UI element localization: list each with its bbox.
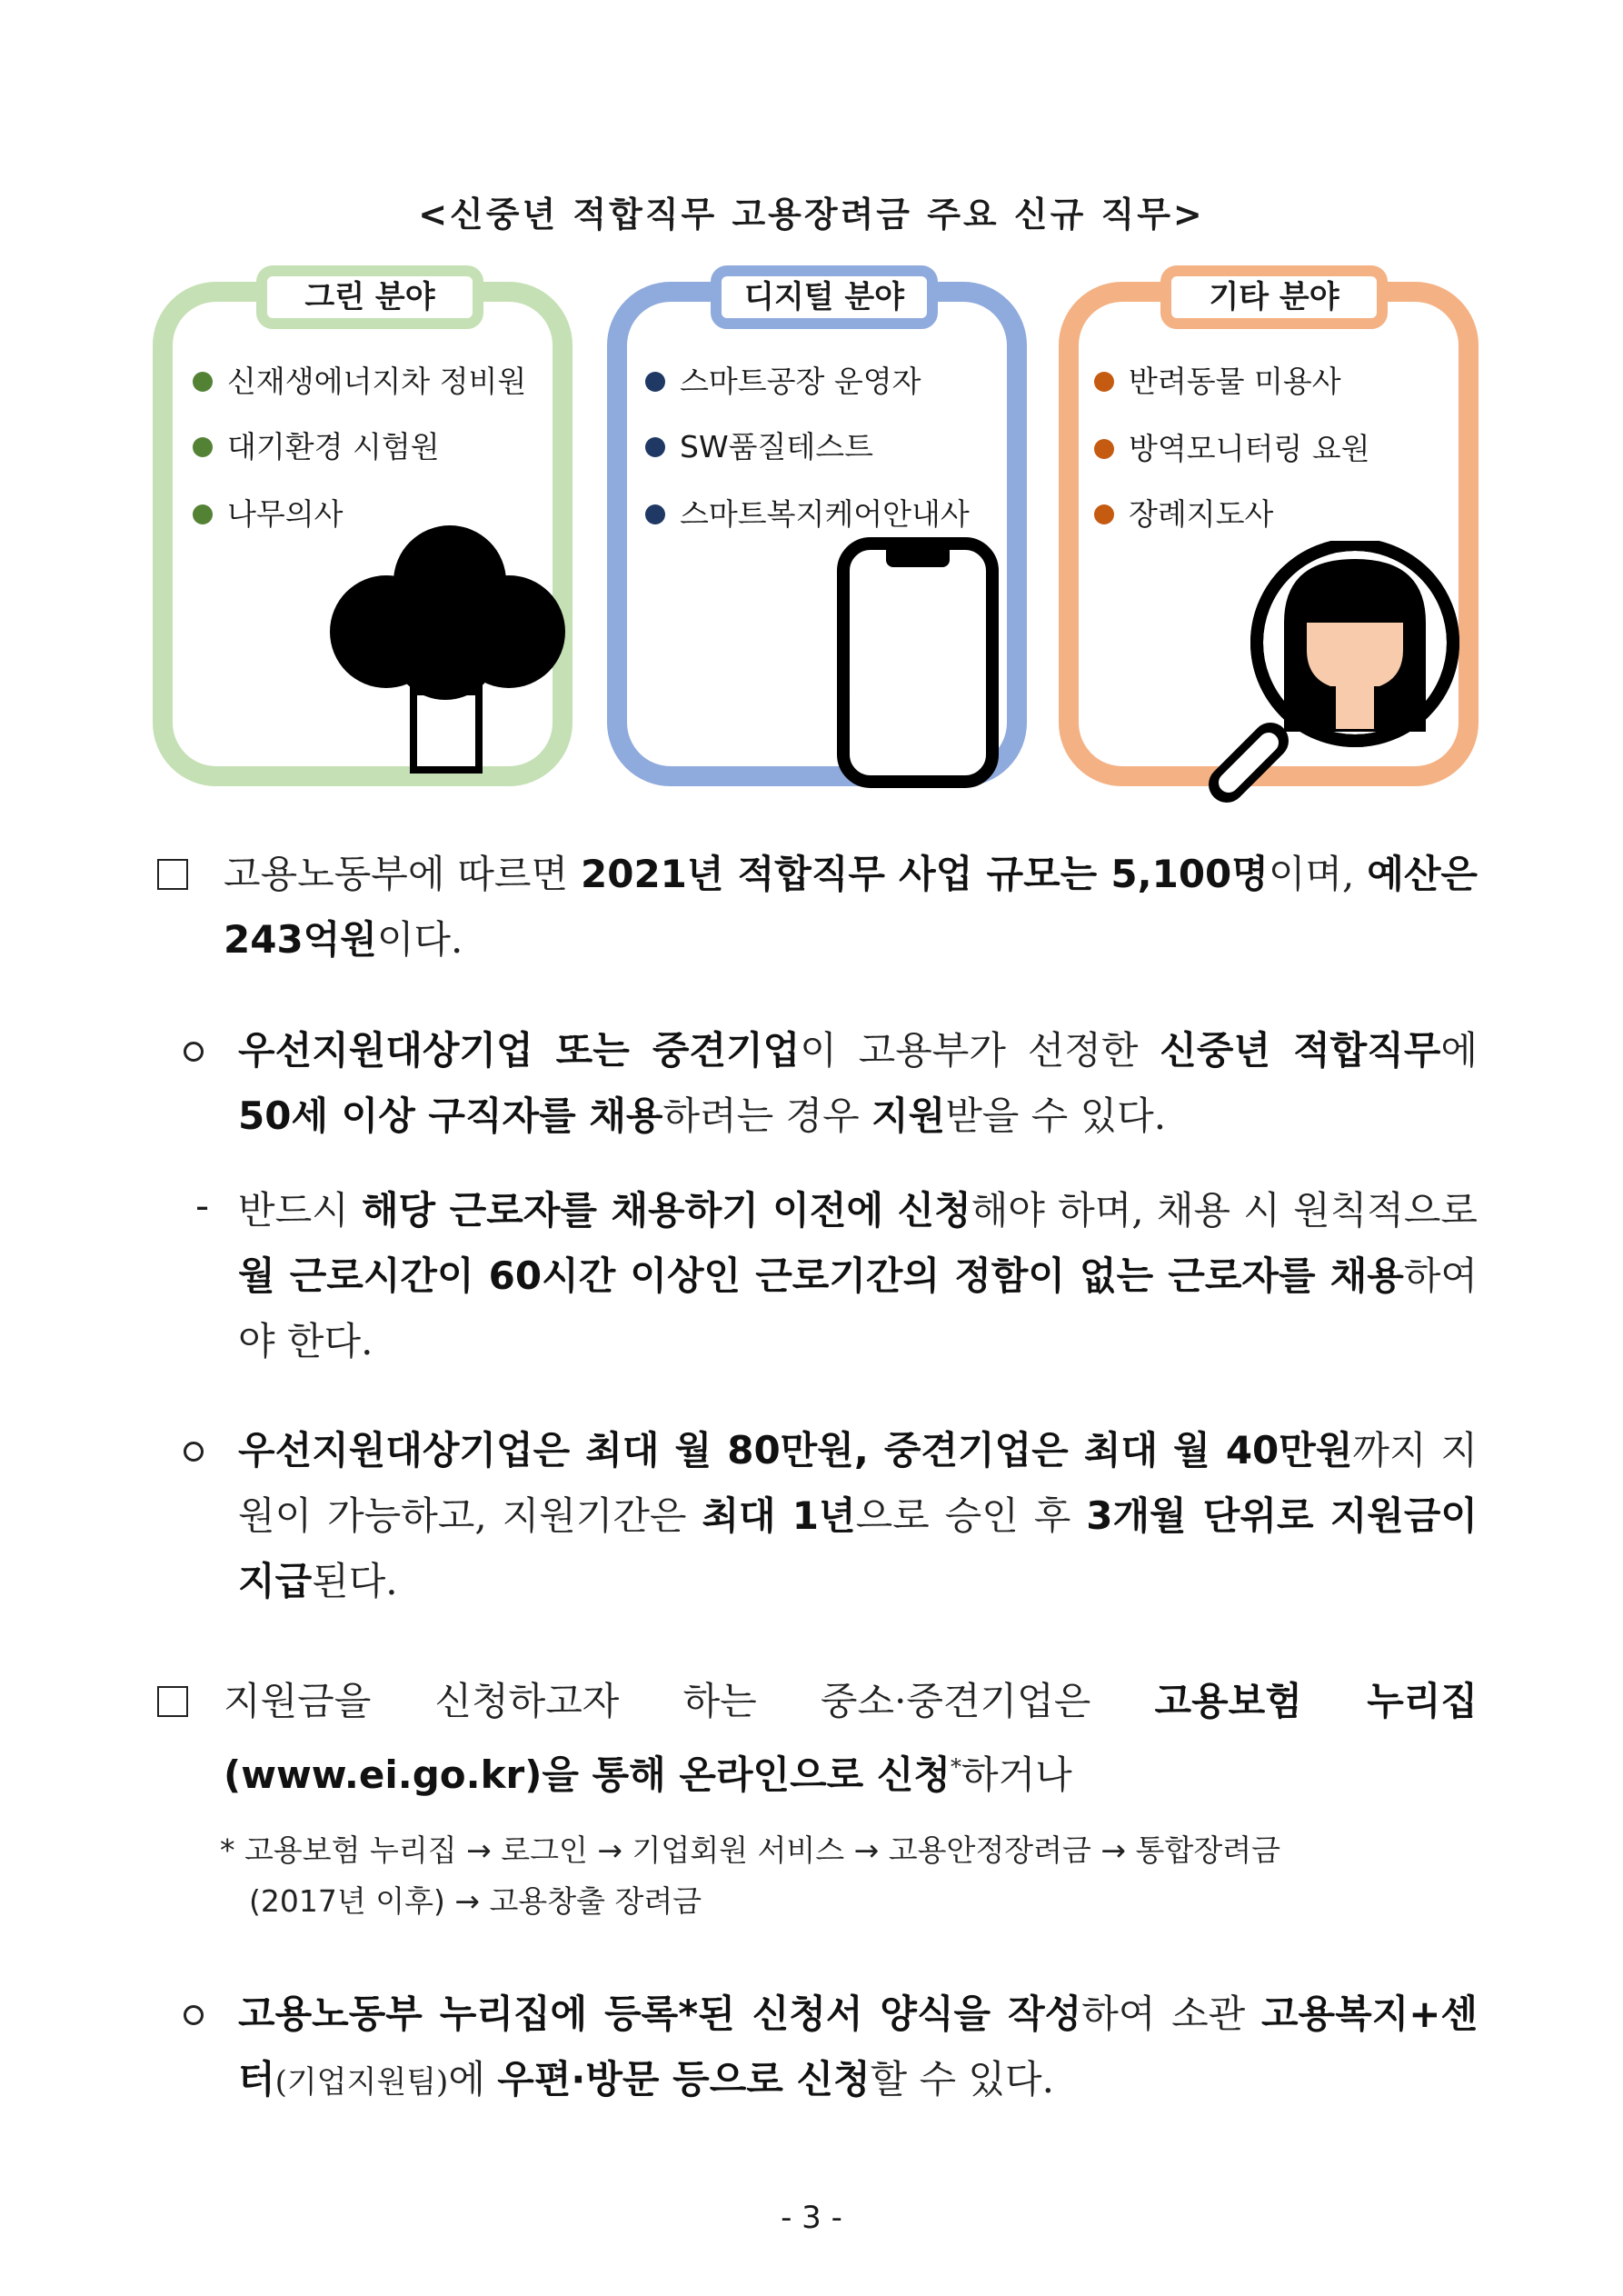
page-number: - 3 - <box>781 2200 842 2236</box>
list-item <box>1094 364 1341 400</box>
smartphone-icon <box>836 536 1000 789</box>
text: 하거나 <box>961 1752 1072 1797</box>
text: 지원금을 신청하고자 하는 중소·중견기업은 <box>224 1679 1155 1723</box>
footnote <box>220 1825 1478 1927</box>
paragraph-6 <box>238 1982 1478 2115</box>
list-item-label: 장례지도사 <box>1129 496 1274 532</box>
text: 이며, <box>1268 852 1368 896</box>
bullet-dot <box>645 372 665 392</box>
text: 고용노동부에 따르면 <box>224 852 582 896</box>
list-item <box>193 429 440 465</box>
text: 에 <box>448 2057 498 2101</box>
tab-other: 기타 분야 <box>1160 265 1388 329</box>
dash-bullet: - <box>195 1183 210 1228</box>
text: 으로 승인 후 <box>855 1493 1087 1538</box>
list-item-label: SW품질테스트 <box>680 429 873 464</box>
list-item <box>193 364 526 400</box>
bullet-dot <box>193 504 213 524</box>
bold-text: 3개월 단위로 지원금이 지급 <box>238 1493 1479 1603</box>
bullet-dot <box>645 504 665 524</box>
bullet-dot <box>193 372 213 392</box>
bullet-dot <box>1094 439 1114 459</box>
bold-text: 2021년 적합직무 사업 규모는 5,100명 <box>581 852 1269 896</box>
text: 해야 하며, 채용 시 원칙적으로 <box>971 1188 1478 1233</box>
list-item-label: 대기환경 시험원 <box>227 429 440 464</box>
text: 하여야 한다. <box>238 1253 1478 1363</box>
text: 할 수 있다. <box>870 2057 1054 2101</box>
paragraph-5 <box>224 1669 1478 1808</box>
bullet-dot <box>645 437 665 457</box>
circle-bullet <box>184 1442 204 1462</box>
small-text: (기업지원팀) <box>274 2064 449 2101</box>
list-item <box>645 429 873 465</box>
paragraph-3 <box>238 1178 1478 1374</box>
tree-icon <box>323 509 573 782</box>
text: 까지 지원이 가능하고, 지원기간은 <box>238 1428 1478 1538</box>
bold-text: 고용복지+센터 <box>238 1992 1478 2101</box>
checkbox-square-bullet <box>157 1686 188 1717</box>
bold-text: 해당 근로자를 채용하기 이전에 신청 <box>361 1188 971 1233</box>
text: 하여 소관 <box>1081 1992 1261 2036</box>
text: 에 <box>1440 1028 1478 1073</box>
list-item-label: 스마트복지케어안내사 <box>680 496 970 532</box>
bold-text: 지원 <box>871 1093 946 1138</box>
tab-digital: 디지털 분야 <box>711 265 938 329</box>
list-item-label: 스마트공장 운영자 <box>680 364 921 399</box>
checkbox-square-bullet <box>157 859 188 890</box>
list-item-label: 반려동물 미용사 <box>1129 364 1341 399</box>
list-item <box>193 496 344 533</box>
bullet-dot <box>193 437 213 457</box>
bullet-dot <box>1094 372 1114 392</box>
bold-text: 최대 1년 <box>702 1493 856 1538</box>
list-item <box>645 496 970 533</box>
footnote-mark: * <box>951 1754 962 1780</box>
list-item-label: 나무의사 <box>227 496 344 532</box>
circle-bullet <box>184 1042 204 1062</box>
text: 이다. <box>376 917 463 962</box>
paragraph-1 <box>224 842 1478 973</box>
circle-bullet <box>184 2005 204 2025</box>
bold-text: 고용보험 누리집 (www.ei.go.kr)을 통해 온라인으로 신청 <box>224 1679 1478 1797</box>
bold-text: 우선지원대상기업 또는 중견기업 <box>238 1028 801 1073</box>
figure-title: <신중년 적합직무 고용장려금 주요 신규 직무> <box>418 195 1205 235</box>
bold-text: 우편·방문 등으로 신청 <box>497 2057 871 2101</box>
text: 하려는 경우 <box>662 1093 872 1138</box>
footnote-line: (2017년 이후) → 고용창출 장려금 <box>249 1883 702 1919</box>
list-item <box>1094 431 1370 467</box>
magnifier-person-icon <box>1198 541 1481 804</box>
bold-text: 고용노동부 누리집에 등록*된 신청서 양식을 작성 <box>238 1992 1082 2036</box>
list-item <box>645 364 921 400</box>
paragraph-4 <box>238 1418 1478 1614</box>
paragraph-2 <box>238 1018 1478 1149</box>
bold-text: 예산은 243억원 <box>224 852 1478 962</box>
text: 이 고용부가 선정한 <box>800 1028 1160 1073</box>
list-item-label: 신재생에너지차 정비원 <box>227 364 527 399</box>
text: 된다. <box>312 1559 398 1603</box>
text: 반드시 <box>238 1188 362 1233</box>
bold-text: 월 근로시간이 60시간 이상인 근로기간의 정함이 없는 근로자를 채용 <box>238 1253 1404 1298</box>
list-item <box>1094 496 1273 533</box>
bold-text: 우선지원대상기업은 최대 월 80만원, 중견기업은 최대 월 40만원 <box>238 1428 1353 1472</box>
bullet-dot <box>1094 504 1114 524</box>
list-item-label: 방역모니터링 요원 <box>1129 431 1370 466</box>
footnote-line: * 고용보험 누리집 → 로그인 → 기업회원 서비스 → 고용안정장려금 → 통합장려금 <box>220 1832 1280 1868</box>
bold-text: 신중년 적합직무 <box>1160 1028 1441 1073</box>
text: 받을 수 있다. <box>945 1093 1167 1138</box>
bold-text: 50세 이상 구직자를 채용 <box>238 1093 663 1138</box>
tab-green: 그린 분야 <box>256 265 483 329</box>
